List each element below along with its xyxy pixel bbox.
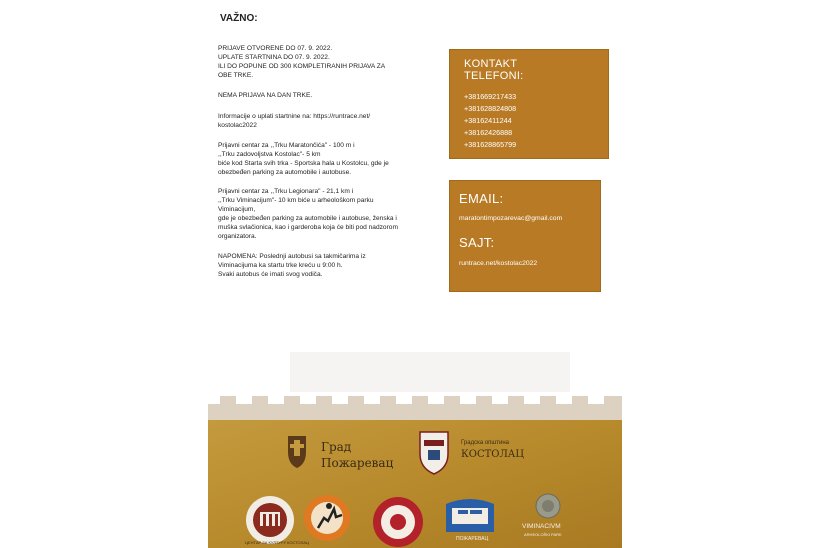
info-line: Informacije o uplati startnine na: https://runtrace.net/ [218,113,371,120]
grad-label: Град [321,440,352,454]
contact-heading: TELEFONI: [464,70,524,82]
info-line: Svaki autobus će imati svog vodiča. [218,271,323,278]
info-line: Prijavni centar za ,,Trku Maratončića" - 100 m i [218,142,355,149]
email-address[interactable]: maratontimpozarevac@gmail.com [459,215,563,222]
kostolac-label: КОСТОЛАЦ [461,449,525,460]
phone-number: +381628865799 [464,140,517,149]
info-line: Viminacijuma ka startu trke kreću u 9:00 h. [218,262,343,269]
centar-za-kulturu-logo-icon [246,496,294,544]
info-line: NEMA PRIJAVA NA DAN TRKE. [218,92,313,99]
info-line: Viminacijum, [218,206,256,213]
info-line: obezbeđen parking za automobile i autobuse. [218,169,352,176]
info-line: ,,Trku Viminacijum"- 10 km biće u arheološkom parku [218,197,374,204]
email-heading: EMAIL: [459,191,504,206]
sc-label: ПОЖАРЕВАЦ [456,536,489,542]
sportski-centar-logo-icon [446,499,494,532]
info-line: UPLATE STARTNINA DO 07. 9. 2022. [218,54,330,61]
info-line: PRIJAVE OTVORENE DO 07. 9. 2022. [218,45,333,52]
contact-heading: KONTAKT [464,58,518,70]
info-line: NAPOMENA: Poslednji autobusi sa takmičarima iz [218,253,366,260]
info-line: muška svlačionica, kao i garderoba koja će biti pod nadzorom [218,224,398,231]
info-line: ,,Trku zadovoljstva Kostolac"- 5 km [218,151,321,158]
phone-number: +38162411244 [464,116,512,125]
contact-box [449,49,609,159]
pozarevac-label: Пожаревац [321,456,394,470]
info-line: organizatora. [218,233,257,240]
phone-number: +381628824808 [464,104,517,113]
info-line: ILI DO POPUNE OD 300 KOMPLETIRANIH PRIJAVA ZA [218,63,386,70]
faint-watermark [290,352,570,392]
info-line: Prijavni centar za ,,Trku Legionara" - 21,1 km i [218,188,354,195]
email-box [449,180,601,292]
info-line: kostolac2022 [218,122,257,129]
maraton-tim-logo-icon [304,495,350,541]
info-line: gde je obezbeđen parking za automobile i autobuse, ženska i [218,215,397,222]
info-line: OBE TRKE. [218,72,254,79]
phone-number: +38162426888 [464,128,513,137]
info-line: biće kod Starta svih trka - Sportska hala u Kostolcu, gde je [218,160,389,167]
viminacium-coin-icon [536,494,560,518]
kostolac-small-label: Градска општина [461,440,509,446]
viminacium-advent-logo-icon [373,497,423,547]
vim-small-label: ARHEOLOŠKI PARK [524,532,562,537]
kostolac-emblem-icon [420,432,448,474]
vim-label: VIMINACIVM [522,523,561,530]
site-heading: SAJT: [459,235,495,250]
site-link[interactable]: runtrace.net/kostolac2022 [459,260,538,267]
page-heading: VAŽNO: [220,13,258,24]
phone-number: +381669217433 [464,92,517,101]
centar-label: ЦЕНТАР ЗА КУЛТУРУ КОСТОЛАЦ [245,540,309,545]
